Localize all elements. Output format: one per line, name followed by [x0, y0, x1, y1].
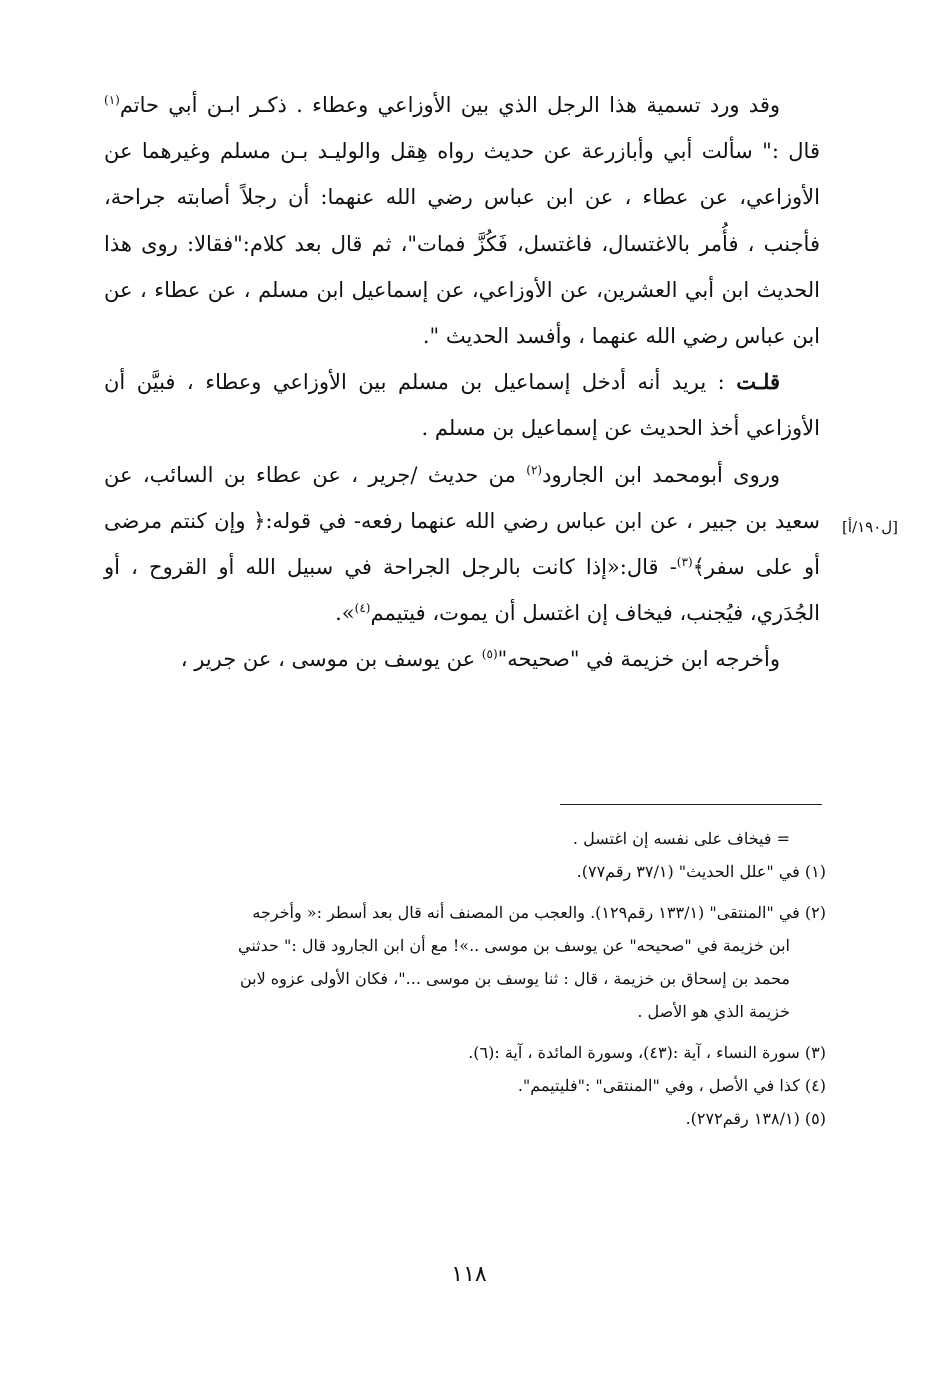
paragraph-1: [104, 82, 820, 359]
paragraph-2-text: : يريد أنه أدخل إسماعيل بن مسلم بين الأوزاعي وعطاء ، فبيَّن أن الأوزاعي أخذ الحديث عن إسماعيل بن مسلم .: [104, 370, 820, 441]
paragraph-4-text-a: وأخرجه ابن خزيمة في "صحيحه": [497, 647, 780, 672]
paragraph-3-text-b: من حديث /جرير ، عن عطاء بن السائب، عن سعيد بن جبير ، عن ابن عباس رضي الله عنهما رفعه- في قوله:﴿ وإن كنتم مرضى أو على سفر﴾: [104, 462, 820, 580]
footnotes: [104, 822, 826, 1135]
qult-label: قلـت: [736, 369, 780, 395]
paragraph-4-text-b: عن يوسف بن موسى ، عن جرير ،: [180, 647, 482, 672]
footnote-5: (٥) (١٣٨/١ رقم٢٧٢).: [685, 1109, 826, 1128]
footnote-4: (٤) كذا في الأصل ، وفي "المنتقى" :"فليتيمم".: [517, 1076, 826, 1095]
footnote-ref-2[interactable]: (٢): [526, 462, 543, 477]
paragraph-3: [104, 452, 820, 637]
paragraph-3-text-a: وروى أبومحمد ابن الجارود: [542, 462, 781, 487]
paragraph-3-text-d: ».: [335, 601, 355, 626]
paragraph-1-text-b: قال :" سألت أبي وأبازرعة عن حديث رواه هِقل والوليـد بـن مسلم وغيرهما عن الأوزاعي، عن عطاء ، عن ابن عباس رضي الله عنهما: أن رجلاً أصابته جراحة، فأجنب ، فأُمر بالاغتسال، فاغتسل، فَكُزَّ فمات"، ثم قال بعد كلام:"فقالا: روى هذا الحديث ابن أبي العشرين، عن الأوزاعي، عن إسماعيل ابن مسلم ، عن عطاء ، عن ابن عباس رضي الله عنهما ، وأفسد الحديث ".: [104, 139, 820, 349]
paragraph-3-text-c: - قال:«إذا كانت بالرجل الجراحة في سبيل الله أو القروح ، أو الجُدَري، فيُجنب، فيخاف إن اغتسل أن يموت، فيتيمم: [104, 555, 820, 626]
footnote-1: (١) في "علل الحديث" (٣٧/١ رقم٧٧).: [576, 862, 826, 881]
paragraph-2: [104, 359, 820, 451]
footnote-ref-5[interactable]: (٥): [481, 647, 498, 662]
footnote-2-line-3: محمد بن إسحاق بن خزيمة ، قال : ثنا يوسف بن موسى ..."، فكان الأولى عزوه لابن: [239, 969, 790, 988]
footnote-ref-4[interactable]: (٤): [354, 601, 371, 616]
footnote-2-line-4: خزيمة الذي هو الأصل .: [637, 1002, 790, 1021]
footnote-continuation: = فيخاف على نفسه إن اغتسل .: [572, 829, 790, 848]
footnote-ref-3[interactable]: (٣): [676, 555, 693, 570]
footnote-3: (٣) سورة النساء ، آية :(٤٣)، وسورة المائدة ، آية :(٦).: [468, 1043, 826, 1062]
paragraph-1-text-a: وقد ورد تسمية هذا الرجل الذي بين الأوزاعي وعطاء . ذكـر ابـن أبي حاتم: [119, 93, 780, 117]
footnote-separator: [560, 804, 822, 805]
footnote-2-line-2: ابن خزيمة في "صحيحه" عن يوسف بن موسى ..»! مع أن ابن الجارود قال :" حدثني: [238, 936, 790, 955]
page-number: ١١٨: [451, 1262, 487, 1287]
paragraph-4: [104, 636, 820, 682]
manuscript-margin-reference: [ل١٩٠/أ]: [842, 518, 899, 536]
footnote-2-line-1: (٢) في "المنتقى" (١٣٣/١ رقم١٢٩). والعجب من المصنف أنه قال بعد أسطر :« وأخرجه: [252, 903, 826, 922]
main-text: [104, 82, 820, 683]
footnote-ref-1[interactable]: (١): [104, 93, 120, 107]
